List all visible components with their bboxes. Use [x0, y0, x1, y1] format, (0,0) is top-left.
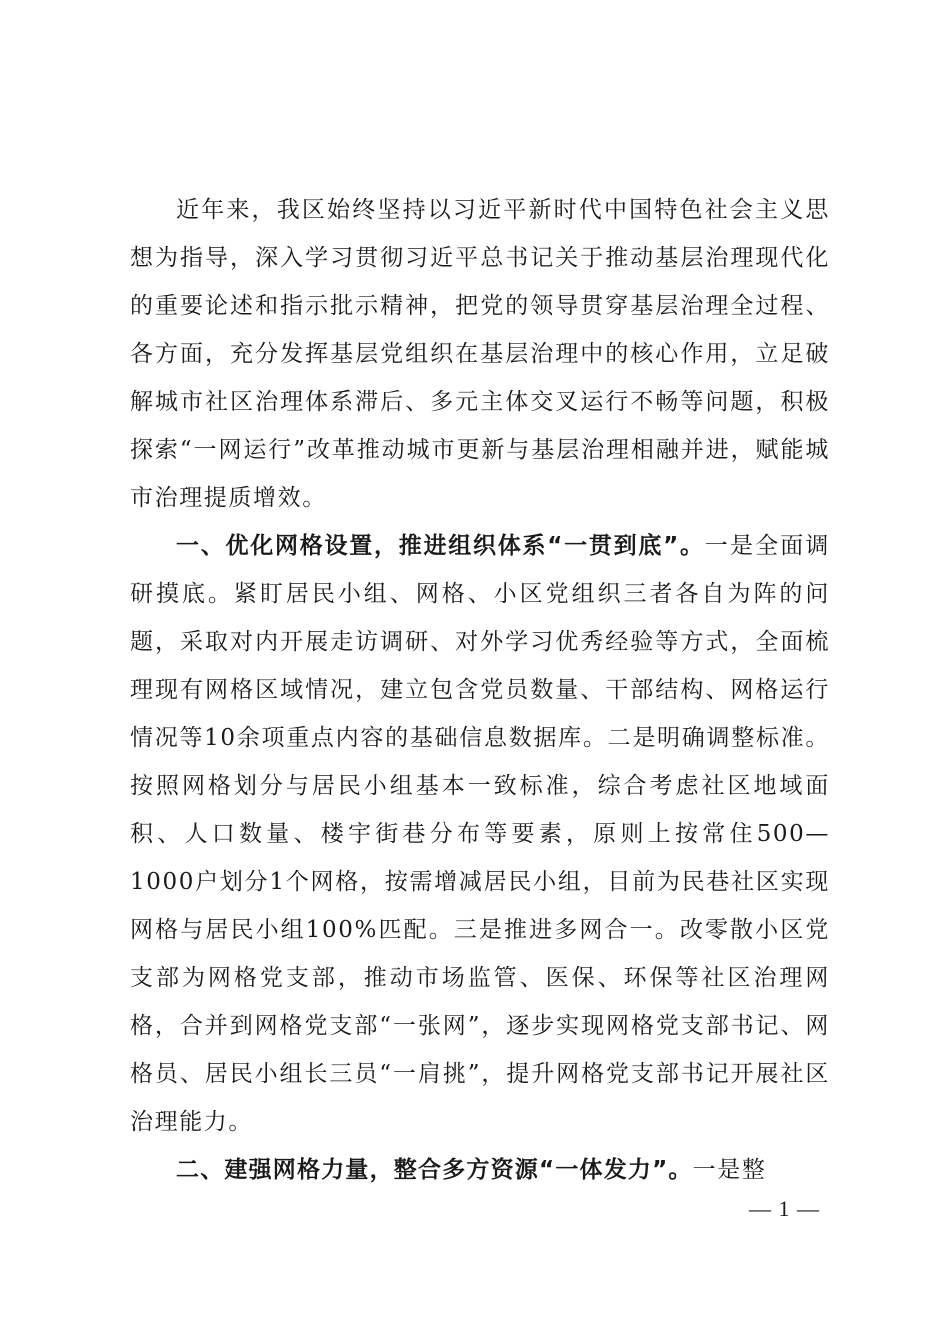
section-one-text: 一是全面调研摸底。紧盯居民小组、网格、小区党组织三者各自为阵的问题，采取对内开展走访调研、对外学习优秀经验等方式，全面梳理现有网格区域情况，建立包含党员数量、干部结构、网格运行情况等10余项重点内容的基础信息数据库。二是明确调整标准。按照网格划分与居民小组基本一致标准，综合考虑社区地域面积、人口数量、楼宇街巷分布等要素，原则上按常住500—1000户划分1个网格，按需增减居民小组，目前为民巷社区实现网格与居民小组100%匹配。三是推进多网合一。改零散小区党支部为网格党支部，推动市场监管、医保、环保等社区治理网格，合并到网格党支部“一张网”，逐步实现网格党支部书记、网格员、居民小组长三员“一肩挑”，提升网格党支部书记开展社区治理能力。 — [130, 533, 831, 1135]
page-number: — 1 — — [749, 1196, 820, 1221]
section-two-paragraph — [130, 1146, 830, 1194]
section-one-heading: 一、优化网格设置，推进组织体系“一贯到底”。 — [176, 533, 705, 559]
intro-paragraph — [130, 186, 830, 522]
section-two-heading: 二、建强网格力量，整合多方资源“一体发力”。 — [176, 1157, 693, 1183]
intro-paragraph-text: 近年来，我区始终坚持以习近平新时代中国特色社会主义思想为指导，深入学习贯彻习近平总书记关于推动基层治理现代化的重要论述和指示批示精神，把党的领导贯穿基层治理全过程、各方面，充分发挥基层党组织在基层治理中的核心作用，立足破解城市社区治理体系滞后、多元主体交叉运行不畅等问题，积极探索“一网运行”改革推动城市更新与基层治理相融并进，赋能城市治理提质增效。 — [130, 197, 830, 511]
section-one-paragraph — [130, 522, 830, 1146]
section-two-text: 一是整 — [692, 1157, 767, 1183]
document-body — [130, 186, 830, 1194]
